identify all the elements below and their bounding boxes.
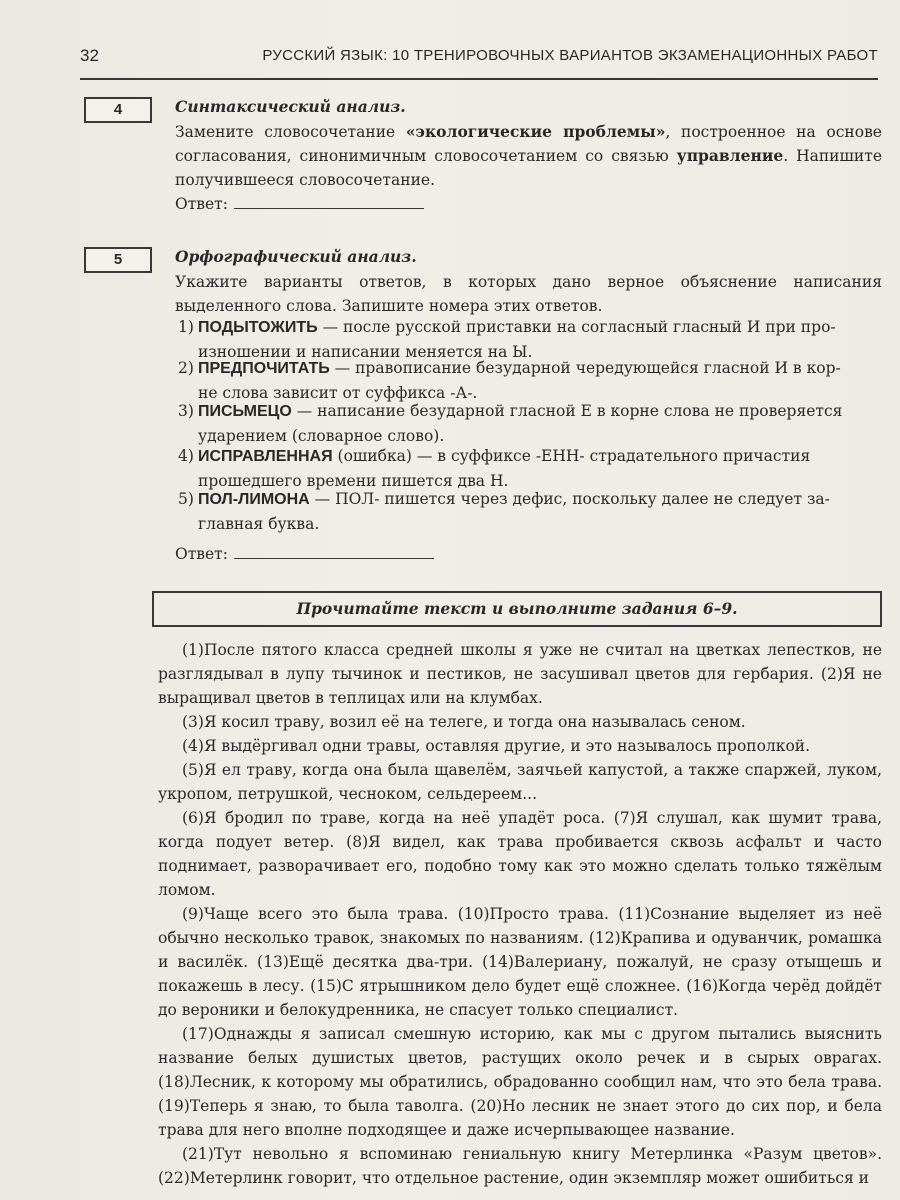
task-4-answer (175, 194, 424, 213)
option-word: ПРЕДПОЧИТАТЬ (198, 360, 330, 377)
task-4-instruction: Замените словосочетание «экологические проблемы», построенное на основе согласования, синонимичным словосочетанием со связью управление. Напишите получившееся словосочетание. (175, 122, 882, 189)
task-5-number-box: 5 (84, 247, 152, 273)
text-paragraph: (9)Чаще всего это была трава. (10)Просто трава. (11)Сознание выделяет из неё обычно несколько травок, знакомых по названиям. (12)Крапива и одуванчик, ромашка и василёк. (13)Ещё десятка два-три. (14)Валериану, пожалуй, не сразу отыщешь и покажешь в лесу. (15)С ятрышником дело будет ещё сложнее. (16)Когда черёд дойдёт до вероники и белокудренника, не спасует только специалист. (158, 905, 882, 1019)
text-paragraph: (5)Я ел траву, когда она была щавелём, заячьей капустой, а также спаржей, луком, укропом, петрушкой, чесноком, сельдереем... (158, 761, 882, 803)
task-4-title: Синтаксический анализ. (175, 97, 406, 116)
answer-field[interactable] (234, 544, 434, 559)
option-word: ПОЛ-ЛИМОНА (198, 491, 310, 508)
option-2: 2) ПРЕДПОЧИТАТЬ — правописание безударной чередующейся гласной И в кор- не слова зависит от суффикса -А-. (178, 359, 841, 402)
task-5-title: Орфографический анализ. (175, 247, 417, 266)
answer-label: Ответ: (175, 545, 228, 563)
text-paragraph: (3)Я косил траву, возил её на телеге, и тогда она называлась сеном. (182, 713, 746, 731)
text-paragraph: (4)Я выдёргивал одни травы, оставляя другие, и это называлось прополкой. (182, 737, 811, 755)
answer-label: Ответ: (175, 195, 228, 213)
option-word: ИСПРАВЛЕННАЯ (198, 448, 333, 465)
reading-text (158, 638, 882, 1190)
task-5-answer (175, 544, 434, 563)
reading-instruction-box: Прочитайте текст и выполните задания 6–9. (152, 591, 882, 627)
task-4-number-box: 4 (84, 97, 152, 123)
option-word: ПОДЫТОЖИТЬ (198, 319, 318, 336)
option-4: 4) ИСПРАВЛЕННАЯ (ошибка) — в суффиксе -ЕНН- страдательного причастия прошедшего времени пишется два Н. (178, 447, 811, 490)
page-header (80, 42, 878, 80)
text-paragraph: (6)Я бродил по траве, когда на неё упадёт роса. (7)Я слушал, как шумит трава, когда подует ветер. (8)Я видел, как трава пробивается сквозь асфальт и часто поднимает, разворачивает его, подобно тому как это можно сделать только тяжёлым ломом. (158, 809, 882, 899)
answer-field[interactable] (234, 194, 424, 209)
text-paragraph: (1)После пятого класса средней школы я уже не считал на цветках лепестков, не разглядывал в лупу тычинок и пестиков, не засушивал цветов для гербария. (2)Я не выращивал цветов в теплицах или на клумбах. (158, 641, 882, 707)
task-5-instruction: Укажите варианты ответов, в которых дано верное объяснение написания выделенного слова. Запишите номера этих ответов. (175, 273, 882, 315)
option-1: 1) ПОДЫТОЖИТЬ — после русской приставки на согласный гласный И при про- изношении и написании меняется на Ы. (178, 318, 836, 361)
option-5: 5) ПОЛ-ЛИМОНА — ПОЛ- пишется через дефис, поскольку далее не следует за- главная буква. (178, 490, 830, 533)
option-3: 3) ПИСЬМЕЦО — написание безударной гласной Е в корне слова не проверяется ударением (словарное слово). (178, 402, 843, 445)
option-word: ПИСЬМЕЦО (198, 403, 292, 420)
running-title: РУССКИЙ ЯЗЫК: 10 ТРЕНИРОВОЧНЫХ ВАРИАНТОВ ЭКЗАМЕНАЦИОННЫХ РАБОТ (262, 47, 878, 64)
page-number: 32 (80, 46, 99, 65)
text-paragraph: (17)Однажды я записал смешную историю, как мы с другом пытались выяснить название белых душистых цветов, растущих около речек и в сырых оврагах. (18)Лесник, к которому мы обратились, обрадованно сообщил нам, что это бела трава. (19)Теперь я знаю, то была таволга. (20)Но лесник не знает этого до сих пор, и бела трава для него вполне подходящее и даже исчерпывающее название. (158, 1025, 882, 1139)
text-paragraph: (21)Тут невольно я вспоминаю гениальную книгу Метерлинка «Разум цветов». (22)Метерлинк говорит, что отдельное растение, один экземпляр может ошибиться и (158, 1145, 882, 1187)
